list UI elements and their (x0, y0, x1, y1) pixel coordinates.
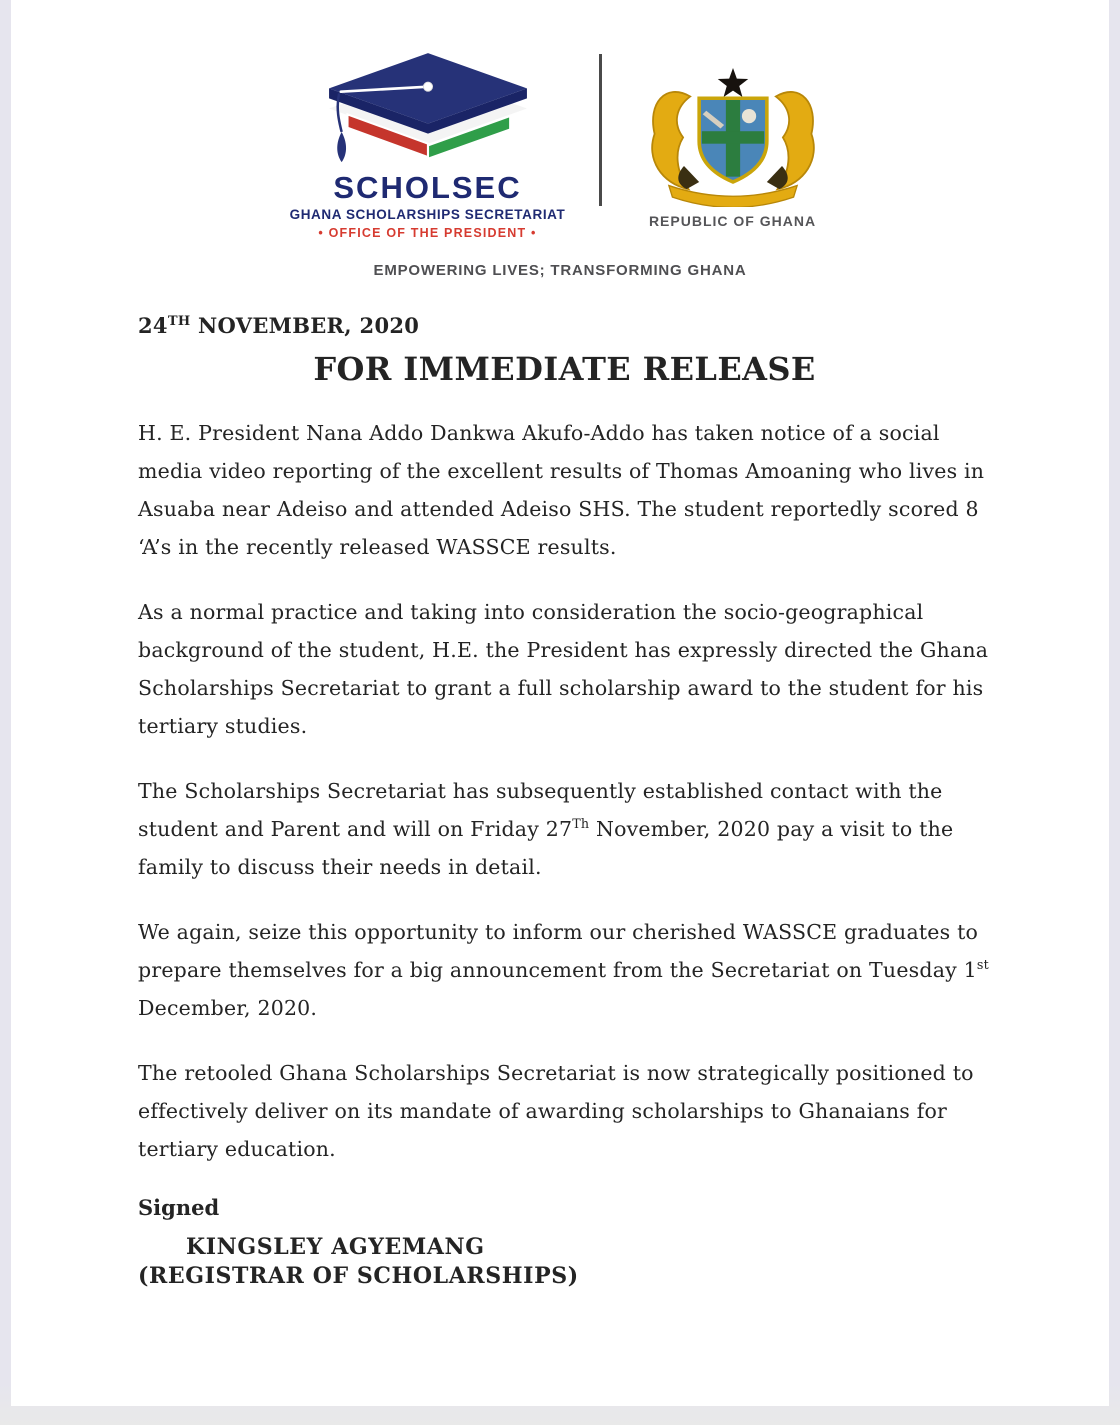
release-date: 24TH NOVEMBER, 2020 (138, 312, 420, 338)
ghana-coat-of-arms (628, 59, 838, 229)
scholsec-logo (283, 48, 573, 240)
scholsec-office-line: • OFFICE OF THE PRESIDENT • (318, 225, 537, 240)
paragraph: The Scholarships Secretariat has subsequently established contact with the student and Parent and will on Friday 27Th November, 2020 pay a visit to the family to discuss their needs in detail. (138, 778, 954, 879)
scholsec-subtitle: GHANA SCHOLARSHIPS SECRETARIAT (289, 206, 566, 222)
press-release-body (138, 414, 991, 1168)
release-headline: FOR IMMEDIATE RELEASE (313, 349, 816, 388)
press-release-content (11, 313, 1109, 1289)
coat-of-arms-label: REPUBLIC OF GHANA (648, 212, 817, 229)
paragraph: As a normal practice and taking into consideration the socio-geographical background of the student, H.E. the President has expressly directed the Ghana Scholarships Secretariat to grant a full scholarship award to the student for his tertiary studies. (138, 599, 989, 738)
coat-of-arms-icon (635, 59, 831, 211)
signature-block (138, 1195, 991, 1289)
signatory-title: (REGISTRAR OF SCHOLARSHIPS) (138, 1262, 579, 1289)
signed-label: Signed (138, 1194, 220, 1220)
paragraph: The retooled Ghana Scholarships Secretariat is now strategically positioned to effectively deliver on its mandate of awarding scholarships to Ghanaians for tertiary education. (138, 1060, 974, 1161)
letterhead (11, 0, 1109, 240)
graduation-cap-icon (319, 48, 537, 178)
header-divider (599, 54, 602, 206)
signatory-name: KINGSLEY AGYEMANG (186, 1233, 485, 1260)
scholsec-wordmark: SCHOLSEC (333, 170, 522, 205)
press-release-page (11, 0, 1109, 1406)
secretariat-tagline: EMPOWERING LIVES; TRANSFORMING GHANA (373, 261, 747, 279)
paragraph: We again, seize this opportunity to inform our cherished WASSCE graduates to prepare themselves for a big announcement from the Secretariat on Tuesday 1st December, 2020. (138, 919, 989, 1020)
paragraph: H. E. President Nana Addo Dankwa Akufo-Addo has taken notice of a social media video reporting of the excellent results of Thomas Amoaning who lives in Asuaba near Adeiso and attended Adeiso SHS. The student reportedly scored 8 ‘A’s in the recently released WASSCE results. (138, 420, 985, 559)
